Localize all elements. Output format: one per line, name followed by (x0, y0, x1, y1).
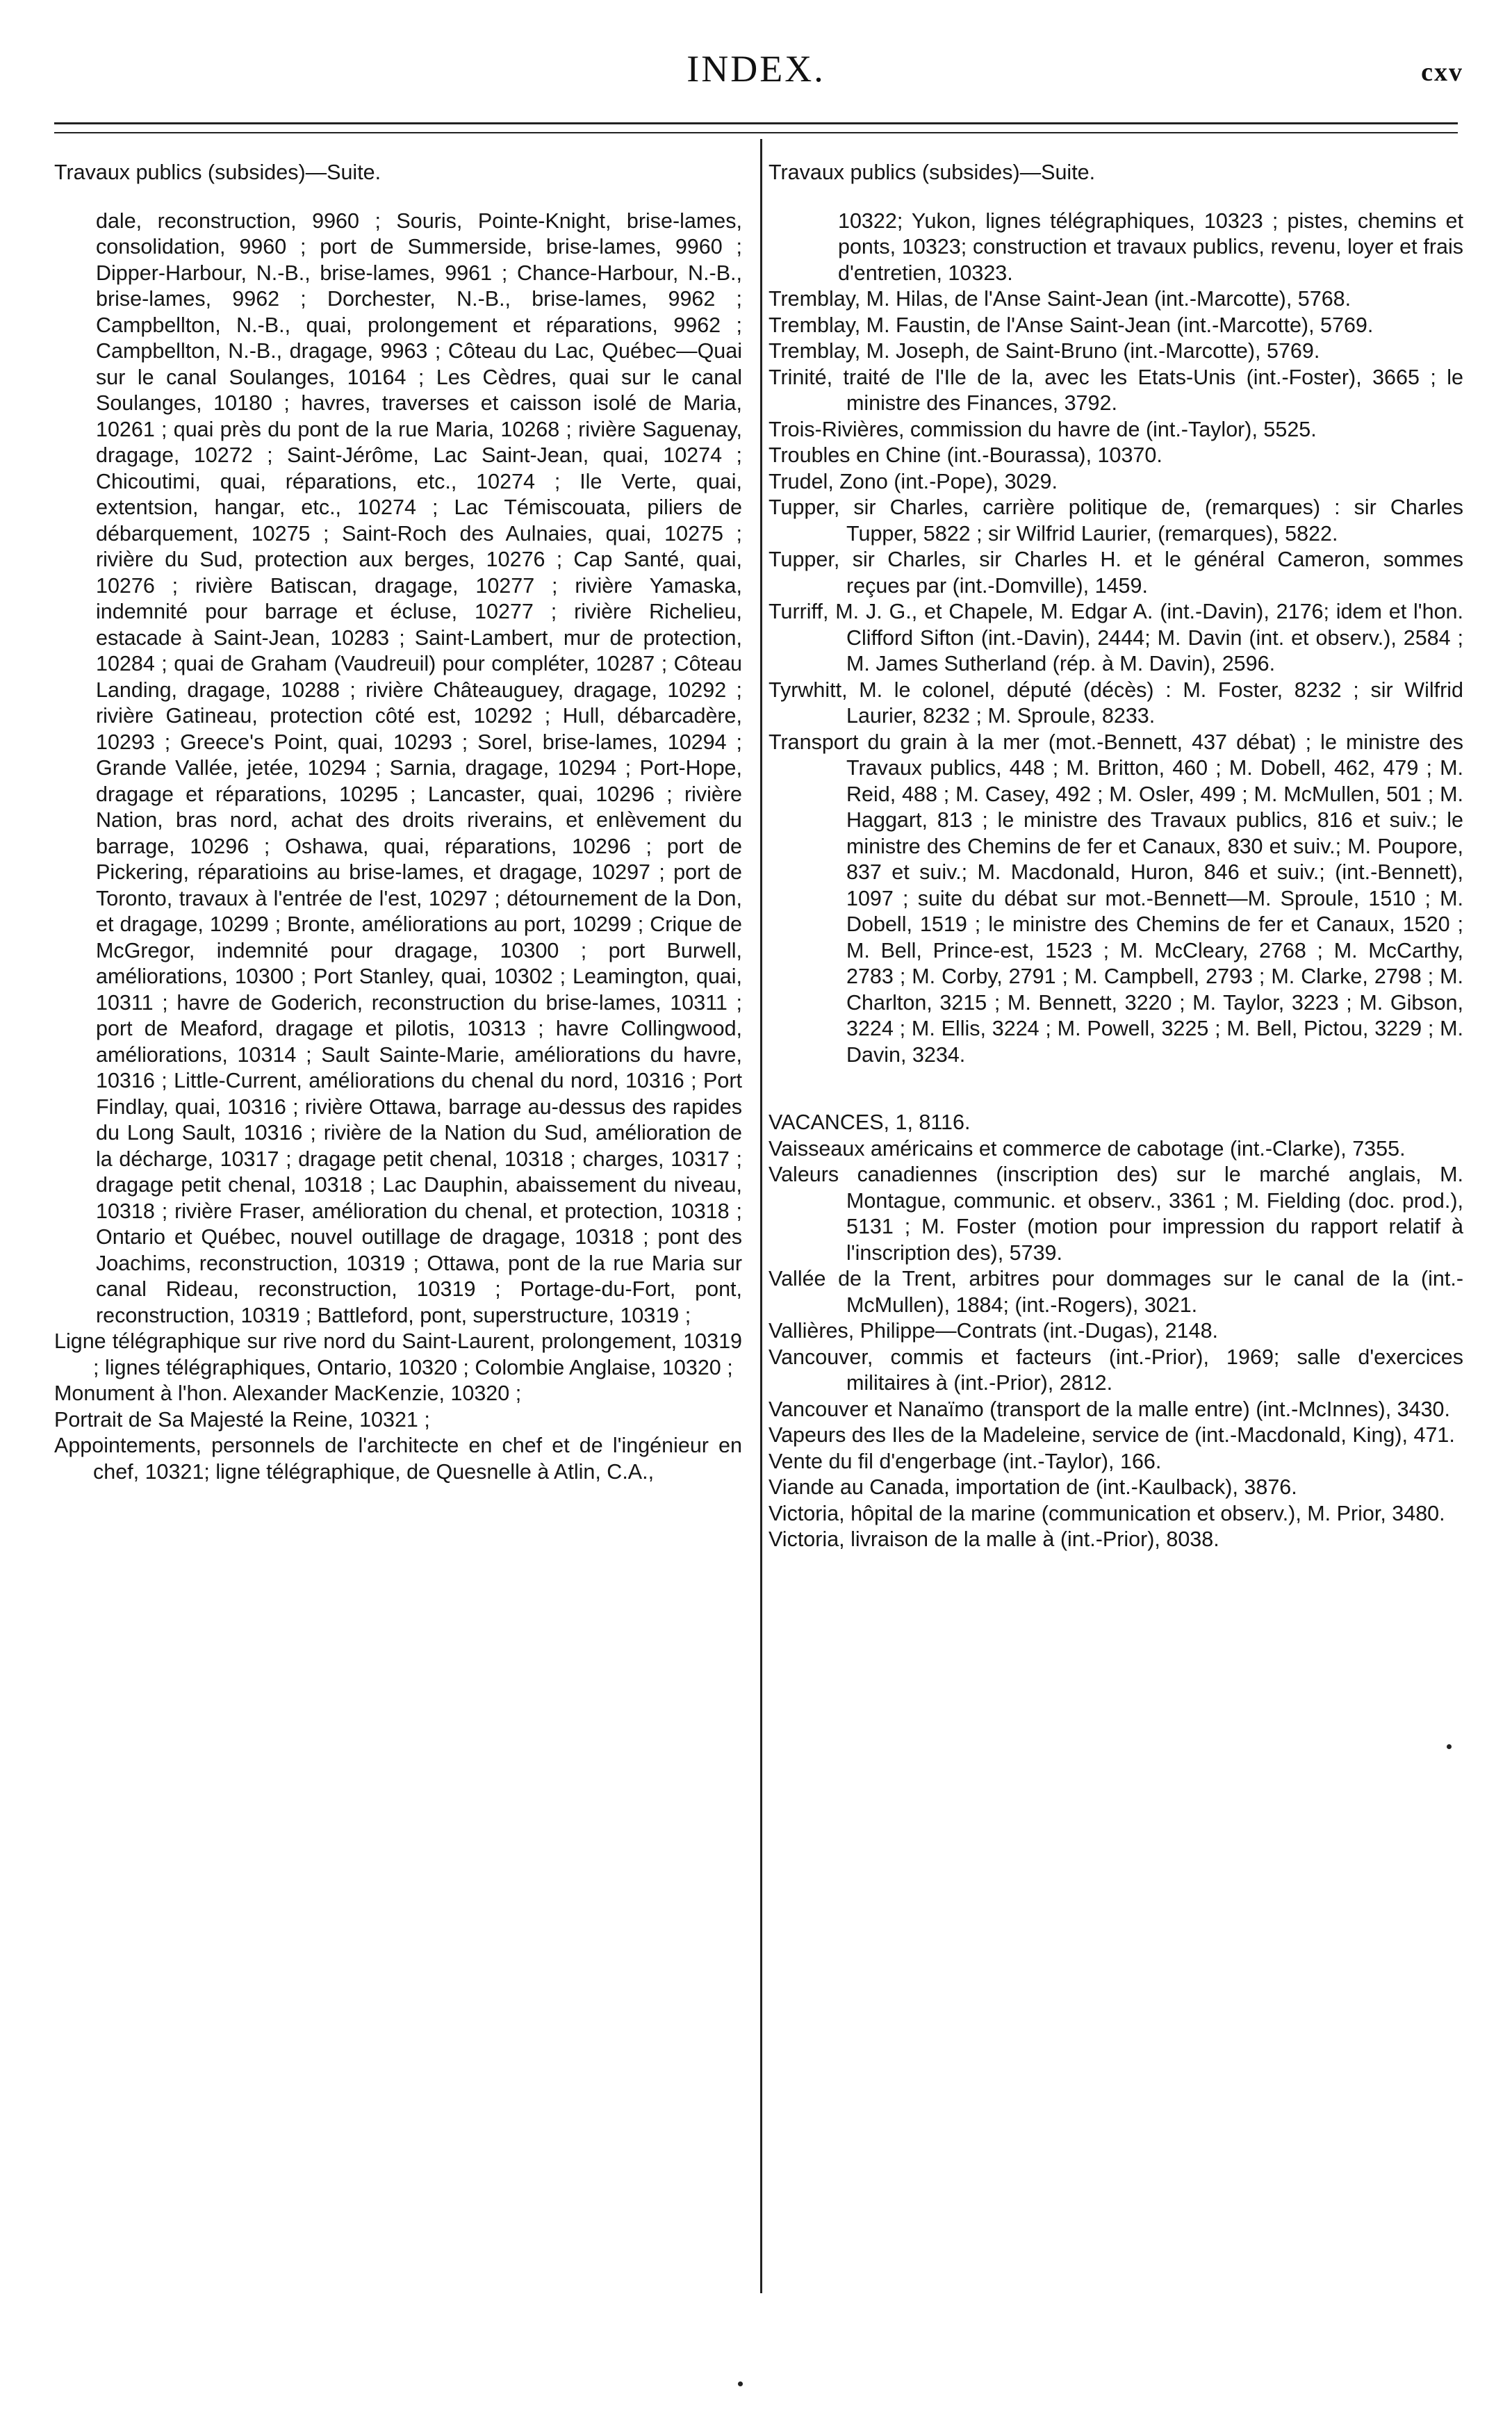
index-entry: Vancouver et Nanaïmo (transport de la malle entre) (int.-McInnes), 3430. (769, 1397, 1450, 1421)
left-continued-heading: Travaux publics (subsides)—Suite. (54, 161, 381, 184)
index-entry: Vallée de la Trent, arbitres pour dommages sur le canal de la (int.-McMullen), 1884; (int.-Rogers), 3021. (769, 1267, 1463, 1317)
index-entry: Tremblay, M. Hilas, de l'Anse Saint-Jean (int.-Marcotte), 5768. (769, 287, 1351, 311)
index-entry: Tremblay, M. Faustin, de l'Anse Saint-Jean (int.-Marcotte), 5769. (769, 313, 1374, 337)
index-entry: Trinité, traité de l'Ile de la, avec les Etats-Unis (int.-Foster), 3665 ; le ministre des Finances, 3792. (769, 365, 1463, 415)
right-entry-list-v (769, 1110, 1463, 1553)
index-entry: Transport du grain à la mer (mot.-Bennett, 437 débat) ; le ministre des Travaux publics, 448 ; M. Britton, 460 ; M. Dobell, 462, 479 ; M. Reid, 488 ; M. Casey, 492 ; M. Osler, 499 ; M. McMullen, 501 ; M. Haggart, 813 ; le ministre des Travaux publics, 816 et suiv.; le ministre des Chemins de fer et Canaux, 830 et suiv.; M. Poupore, 837 et suiv.; M. Macdonald, Huron, 846 et suiv.; (int.-Bennett), 1097 ; suite du débat sur mot.-Bennett—M. Sproule, 1510 ; M. Dobell, 1519 ; le ministre des Chemins de fer et Canaux, 1520 ; M. Bell, Prince-est, 1523 ; M. McCleary, 2768 ; M. McCarthy, 2783 ; M. Corby, 2791 ; M. Campbell, 2793 ; M. Clarke, 2798 ; M. Charlton, 3215 ; M. Bennett, 3220 ; M. Taylor, 3223 ; M. Gibson, 3224 ; M. Ellis, 3224 ; M. Powell, 3225 ; M. Bell, Pictou, 3229 ; M. Davin, 3234. (769, 730, 1463, 1067)
right-continued-heading: Travaux publics (subsides)—Suite. (769, 161, 1096, 184)
index-entry: Turriff, M. J. G., et Chapele, M. Edgar A. (int.-Davin), 2176; idem et l'hon. Clifford Sifton (int.-Davin), 2444; M. Davin (int. et observ.), 2584 ; M. James Sutherland (rép. à M. Davin), 2596. (769, 600, 1463, 675)
page-title: INDEX. (687, 48, 825, 90)
index-entry: Ligne télégraphique sur rive nord du Saint-Laurent, prolongement, 10319 ; lignes télégraphiques, Ontario, 10320 ; Colombie Anglaise, 10320 ; (54, 1329, 742, 1379)
index-entry: Victoria, hôpital de la marine (communication et observ.), M. Prior, 3480. (769, 1501, 1445, 1525)
index-entry: Vaisseaux américains et commerce de cabotage (int.-Clarke), 7355. (769, 1136, 1406, 1161)
index-entry: Trudel, Zono (int.-Pope), 3029. (769, 469, 1058, 493)
print-mark (738, 2381, 743, 2386)
section-gap (769, 1068, 1463, 1110)
left-continuation-text: dale, reconstruction, 9960 ; Souris, Pointe-Knight, brise-lames, consolidation, 9960 ; port de Summerside, brise-lames, 9960 ; Dipper-Harbour, N.-B., brise-lames, 9961 ; Chance-Harbour, N.-B., brise-lames, 9962 ; Dorchester, N.-B., brise-lames, 9962 ; Campbellton, N.-B., quai, prolongement et réparations, 9962 ; Campbellton, N.-B., dragage, 9963 ; Côteau du Lac, Québec—Quai sur le canal Soulanges, 10164 ; Les Cèdres, quai sur le canal Soulanges, 10180 ; havres, traverses et caisson isolé de Maria, 10261 ; quai près du pont de la rue Maria, 10268 ; rivière Saguenay, dragage, 10272 ; Saint-Jérôme, Lac Saint-Jean, quai, 10274 ; Chicoutimi, quai, réparations, etc., 10274 ; Ile Verte, quai, extentsion, hangar, etc., 10274 ; Lac Témiscouata, piliers de débarquement, 10275 ; Saint-Roch des Aulnaies, quai, 10275 ; rivière du Sud, protection aux berges, 10276 ; Cap Santé, quai, 10276 ; rivière Batiscan, dragage, 10277 ; rivière Yamaska, indemnité pour barrage et écluse, 10277 ; rivière Richelieu, estacade à Saint-Jean, 10283 ; Saint-Lambert, mur de protection, 10284 ; quai de Graham (Vaudreuil) pour compléter, 10287 ; Côteau Landing, dragage, 10288 ; rivière Châteauguey, dragage, 10292 ; rivière Gatineau, protection côté est, 10292 ; Hull, débarcadère, 10293 ; Greece's Point, quai, 10293 ; Sorel, brise-lames, 10294 ; Grande Vallée, jetée, 10294 ; Sarnia, dragage, 10294 ; Port-Hope, dragage et réparations, 10295 ; Lancaster, quai, 10296 ; rivière Nation, bras nord, achat des droits riverains, et enlèvement du barrage, 10296 ; Oshawa, quai, réparations, 10296 ; port de Pickering, réparatioins au brise-lames, et dragage, 10297 ; port de Toronto, travaux à l'entrée de l'est, 10297 ; détournement de la Don, et dragage, 10299 ; Bronte, améliorations au port, 10299 ; Crique de McGregor, indemnité pour dragage, 10300 ; port Burwell, améliorations, 10300 ; Port Stanley, quai, 10302 ; Leamington, quai, 10311 ; havre de Goderich, reconstruction du brise-lames, 10311 ; port de Meaford, dragage et pilotis, 10313 ; havre Collingwood, améliorations, 10314 ; Sault Sainte-Marie, améliorations du havre, 10316 ; Little-Current, améliorations du chenal du nord, 10316 ; Port Findlay, quai, 10316 ; rivière Ottawa, barrage au-dessus des rapides du Long Sault, 10316 ; rivière de la Nation du Sud, amélioration de la décharge, 10317 ; dragage petit chenal, 10318 ; charges, 10317 ; dragage petit chenal, 10318 ; Lac Dauphin, abaissement du niveau, 10318 ; rivière Fraser, amélioration du chenal, et protection, 10318 ; Ontario et Québec, nouvel outillage de dragage, 10318 ; pont des Joachims, reconstruction, 10319 ; Ottawa, pont de la rue Maria sur canal Rideau, reconstruction, 10319 ; Portage-du-Fort, pont, reconstruction, 10319 ; Battleford, pont, superstructure, 10319 ; (96, 208, 742, 1327)
right-continuation-text: 10322; Yukon, lignes télégraphiques, 10323 ; pistes, chemins et ponts, 10323; construction et travaux publics, revenu, loyer et frais d'entretien, 10323. (838, 208, 1463, 285)
index-entry: Tremblay, M. Joseph, de Saint-Bruno (int.-Marcotte), 5769. (769, 339, 1320, 363)
right-column (769, 160, 1463, 1553)
index-entry: Vallières, Philippe—Contrats (int.-Dugas), 2148. (769, 1319, 1219, 1343)
column-divider (760, 139, 762, 2293)
index-entry: Portrait de Sa Majesté la Reine, 10321 ; (54, 1407, 430, 1432)
index-entry: Vente du fil d'engerbage (int.-Taylor), 166. (769, 1449, 1162, 1473)
index-entry: VACANCES, 1, 8116. (769, 1110, 971, 1134)
index-entry: Viande au Canada, importation de (int.-Kaulback), 3876. (769, 1475, 1297, 1499)
index-entry: Appointements, personnels de l'architecte en chef et de l'ingénieur en chef, 10321; ligne télégraphique, de Quesnelle à Atlin, C.A., (54, 1434, 742, 1484)
index-entry: Monument à l'hon. Alexander MacKenzie, 10320 ; (54, 1381, 522, 1405)
header-rule-top (54, 122, 1458, 124)
right-entry-list-t (769, 286, 1463, 1068)
index-entry: Tyrwhitt, M. le colonel, député (décès) : M. Foster, 8232 ; sir Wilfrid Laurier, 8232 ; M. Sproule, 8233. (769, 678, 1463, 728)
index-entry: Tupper, sir Charles, sir Charles H. et le général Cameron, sommes reçues par (int.-Domville), 1459. (769, 548, 1463, 598)
index-entry: Vancouver, commis et facteurs (int.-Prior), 1969; salle d'exercices militaires à (int.-Prior), 2812. (769, 1345, 1463, 1395)
index-entry: Troubles en Chine (int.-Bourassa), 10370. (769, 443, 1162, 467)
page-number: cxv (1421, 58, 1463, 87)
print-mark (1447, 1744, 1452, 1749)
index-entry: Valeurs canadiennes (inscription des) sur le marché anglais, M. Montague, communic. et observ., 3361 ; M. Fielding (doc. prod.), 5131 ; M. Foster (motion pour impression du rapport relatif à l'inscription des), 5739. (769, 1163, 1463, 1265)
header-rule-bottom (54, 132, 1458, 133)
index-entry: Trois-Rivières, commission du havre de (int.-Taylor), 5525. (769, 417, 1317, 441)
index-entry: Vapeurs des Iles de la Madeleine, service de (int.-Macdonald, King), 471. (769, 1423, 1455, 1447)
left-entry-list (54, 1329, 742, 1485)
index-entry: Victoria, livraison de la malle à (int.-Prior), 8038. (769, 1527, 1219, 1551)
index-entry: Tupper, sir Charles, carrière politique de, (remarques) : sir Charles Tupper, 5822 ; sir Wilfrid Laurier, (remarques), 5822. (769, 495, 1463, 546)
left-column (54, 160, 742, 1485)
